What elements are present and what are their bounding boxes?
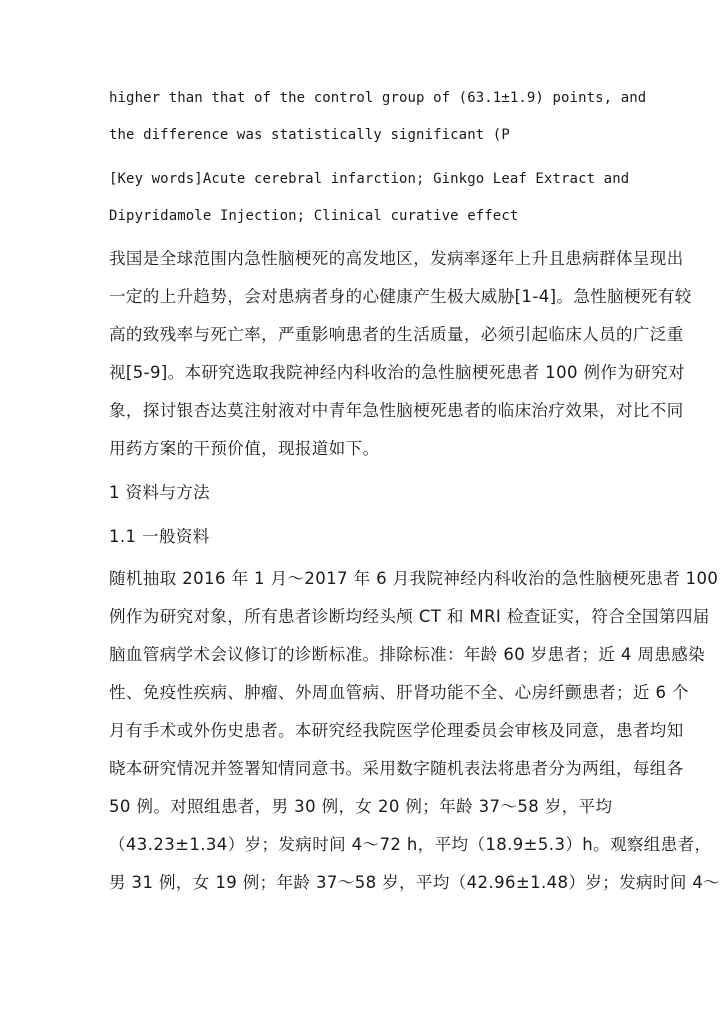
- intro-line: 一定的上升趋势，会对患病者身的心健康产生极大威胁[1-4]。急性脑梗死有较: [109, 287, 692, 306]
- body-line: 脑血管病学术会议修订的诊断标准。排除标准：年龄 60 岁患者；近 4 周患感染: [109, 645, 706, 664]
- intro-line: 我国是全球范围内急性脑梗死的高发地区，发病率逐年上升且患病群体呈现出: [109, 249, 684, 268]
- abstract-line: higher than that of the control group of (63.1±1.9) points, and: [109, 90, 647, 106]
- body-line: 月有手术或外伤史患者。本研究经我院医学伦理委员会审核及同意，患者均知: [109, 721, 684, 740]
- body-line: 晓本研究情况并签署知情同意书。采用数字随机表法将患者分为两组，每组各: [109, 759, 684, 778]
- body-line: 随机抽取 2016 年 1 月～2017 年 6 月我院神经内科收治的急性脑梗死患者 100: [109, 569, 719, 588]
- intro-line: 视[5-9]。本研究选取我院神经内科收治的急性脑梗死患者 100 例作为研究对: [109, 363, 685, 382]
- body-line: （43.23±1.34）岁；发病时间 4～72 h，平均（18.9±5.3）h。观察组患者，: [109, 835, 712, 854]
- keywords-line: [Key words]Acute cerebral infarction; Ginkgo Leaf Extract and: [109, 171, 630, 187]
- section-heading: 1 资料与方法: [109, 483, 211, 502]
- abstract-line: the difference was statistically significant (P: [109, 127, 510, 143]
- body-line: 例作为研究对象，所有患者诊断均经头颅 CT 和 MRI 检查证实，符合全国第四届: [109, 607, 710, 626]
- intro-line: 用药方案的干预价值，现报道如下。: [109, 439, 380, 458]
- intro-line: 象，探讨银杏达莫注射液对中青年急性脑梗死患者的临床治疗效果，对比不同: [109, 401, 684, 420]
- subsection-heading: 1.1 一般资料: [109, 527, 210, 546]
- intro-line: 高的致残率与死亡率，严重影响患者的生活质量，必须引起临床人员的广泛重: [109, 325, 684, 344]
- body-line: 性、免疫性疾病、肿瘤、外周血管病、肝肾功能不全、心房纤颤患者；近 6 个: [109, 683, 689, 702]
- body-line: 50 例。对照组患者，男 30 例，女 20 例；年龄 37～58 岁，平均: [109, 797, 613, 816]
- body-line: 男 31 例，女 19 例；年龄 37～58 岁，平均（42.96±1.48）岁；发病时间 4～: [109, 873, 720, 892]
- keywords-line: Dipyridamole Injection; Clinical curative effect: [109, 208, 519, 224]
